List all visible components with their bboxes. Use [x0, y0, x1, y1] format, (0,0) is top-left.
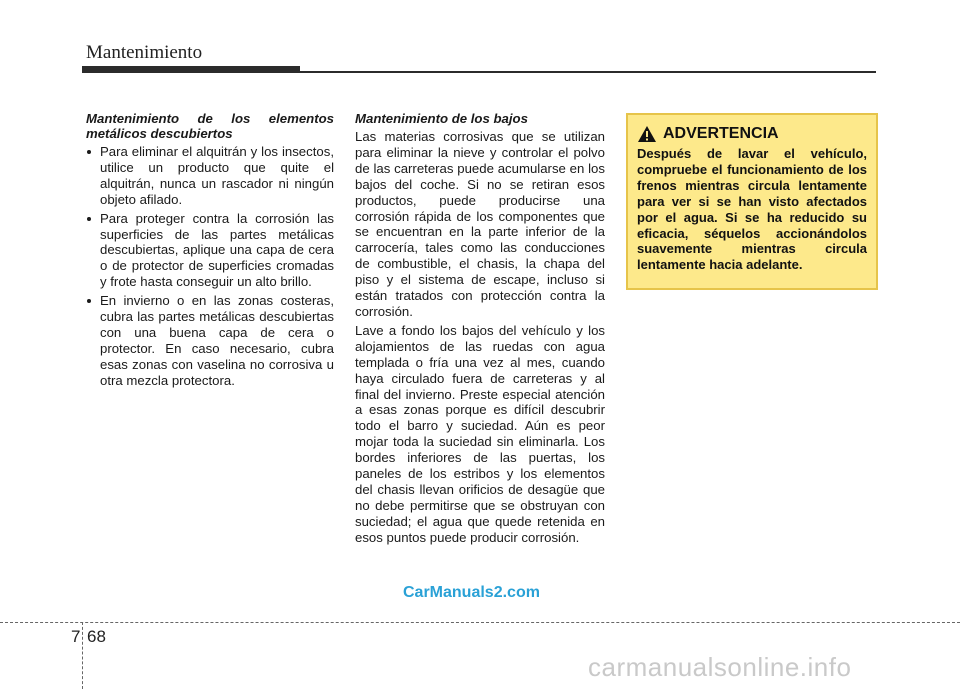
watermark-carmanualsonline[interactable]: carmanualsonline.info	[588, 652, 852, 682]
warning-box	[626, 113, 878, 290]
footer-divider	[82, 622, 83, 689]
list-item: Para eliminar el alquitrán y los insectos, utilice un producto que quite el alquitrán, nunca un rascador ni ningún objeto afilado.	[86, 144, 334, 208]
warning-text: Después de lavar el vehículo, compruebe el funcionamiento de los frenos mientras circula lentamente para ver si se han visto afectados por el agua. Si se ha reducido su eficacia, séquelos accionándolos suavemente mientras circula lentamente hacia adelante.	[637, 146, 867, 273]
list-item: Para proteger contra la corrosión las superficies de las partes metálicas descubiertas, aplique una capa de cera o de protector de superficies cromadas y frote hasta conseguir un alto brillo.	[86, 211, 334, 291]
bullet-list	[86, 144, 334, 389]
middle-column	[355, 111, 605, 549]
page-header-title: Mantenimiento	[86, 42, 203, 63]
header-rule-thick	[82, 66, 300, 73]
list-item: En invierno o en las zonas costeras, cubra las partes metálicas descubiertas con una buena capa de cera o protector. En caso necesario, cubra esas zonas con vaselina no corrosiva u otra mezcla protectora.	[86, 293, 334, 388]
watermark-carmanuals2[interactable]: CarManuals2.com	[403, 584, 540, 601]
warning-triangle-icon	[637, 125, 657, 143]
header-rule-thin	[300, 71, 876, 73]
chapter-number: 7	[71, 627, 81, 646]
section-heading-metal: Mantenimiento de los elementos metálicos descubiertos	[86, 111, 334, 141]
paragraph: Las materias corrosivas que se utilizan para eliminar la nieve y controlar el polvo de las carreteras puede acumularse en los bajos del coche. Si no se retiran esos productos, puede producirse una corrosión rápida de los componentes que se encuentran en la parte inferior de la carrocería, tales como las conducciones de combustible, el chasis, la chapa del piso y el sistema de escape, incluso si están tratados con protección contra la corrosión.	[355, 129, 605, 319]
left-column	[86, 111, 334, 392]
page-number: 68	[87, 627, 106, 646]
section-heading-underbody: Mantenimiento de los bajos	[355, 111, 528, 126]
footer-rule	[0, 622, 960, 623]
warning-title: ADVERTENCIA	[663, 125, 779, 142]
paragraph: Lave a fondo los bajos del vehículo y los alojamientos de las ruedas con agua templada o fría una vez al mes, cuando haya circulado fuera de carreteras y al final del invierno. Preste especial atención a esas zonas porque es difícil descubrir todo el barro y suciedad. Aún es peor mojar toda la suciedad sin eliminarla. Los bordes inferiores de las puertas, los paneles de los estribos y los elementos del chasis llevan orificios de desagüe que no debe permitirse que se obstruyan con suciedad; el agua que quede retenida en esos puntos puede producir corrosión.	[355, 322, 605, 545]
warning-header	[637, 125, 867, 143]
